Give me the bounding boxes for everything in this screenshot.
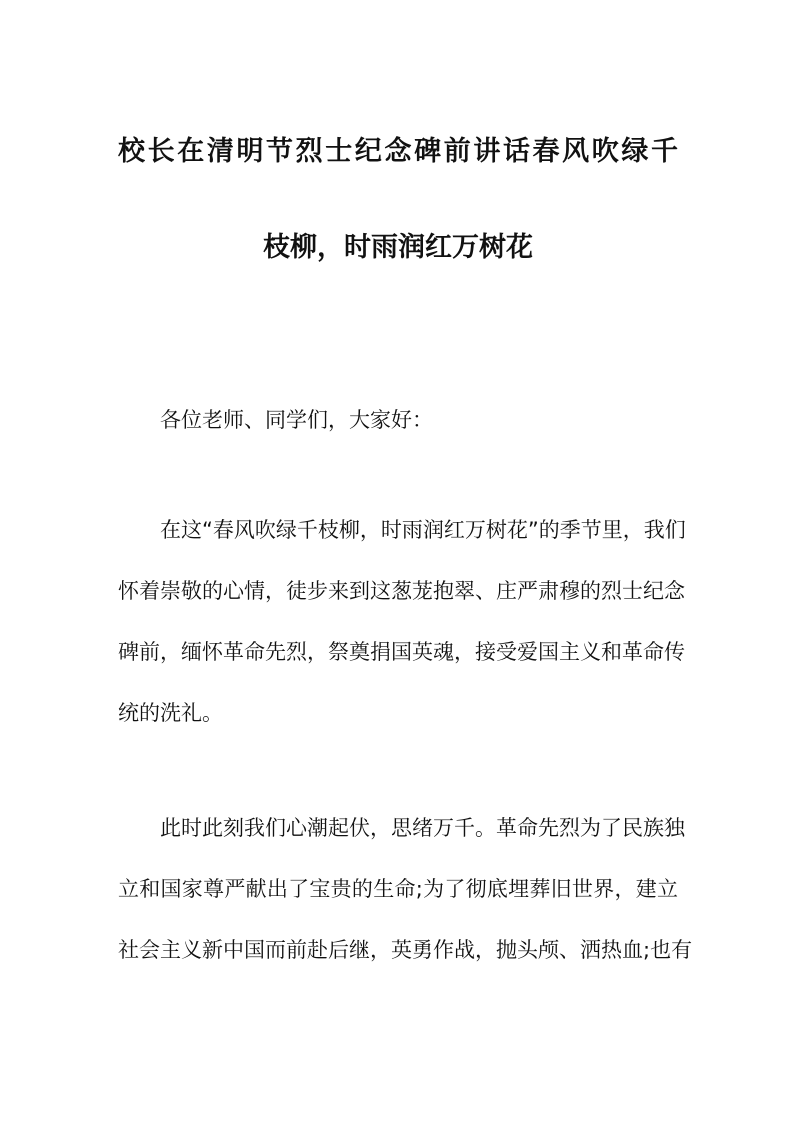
title-line-1: 校长在清明节烈士纪念碑前讲话春风吹绿千	[118, 136, 678, 167]
paragraph-2-line-2: 立和国家尊严献出了宝贵的生命;为了彻底埋葬旧世界，建立	[118, 877, 678, 901]
paragraph-1-line-1: 在这“春风吹绿千枝柳，时雨润红万树花”的季节里，我们	[160, 518, 686, 542]
paragraph-1-line-4: 统的洗礼。	[118, 701, 223, 725]
paragraph-1-line-2: 怀着崇敬的心情，徒步来到这葱茏抱翠、庄严肃穆的烈士纪念	[118, 579, 685, 603]
title-line-2: 枝柳，时雨润红万树花	[263, 232, 533, 263]
paragraph-2-line-3: 社会主义新中国而前赴后继，英勇作战，抛头颅、洒热血;也有	[118, 938, 693, 962]
greeting: 各位老师、同学们，大家好：	[160, 408, 433, 432]
paragraph-1-line-3: 碑前，缅怀革命先烈，祭奠捐国英魂，接受爱国主义和革命传	[118, 640, 685, 664]
paragraph-2-line-1: 此时此刻我们心潮起伏，思绪万千。革命先烈为了民族独	[160, 816, 685, 840]
